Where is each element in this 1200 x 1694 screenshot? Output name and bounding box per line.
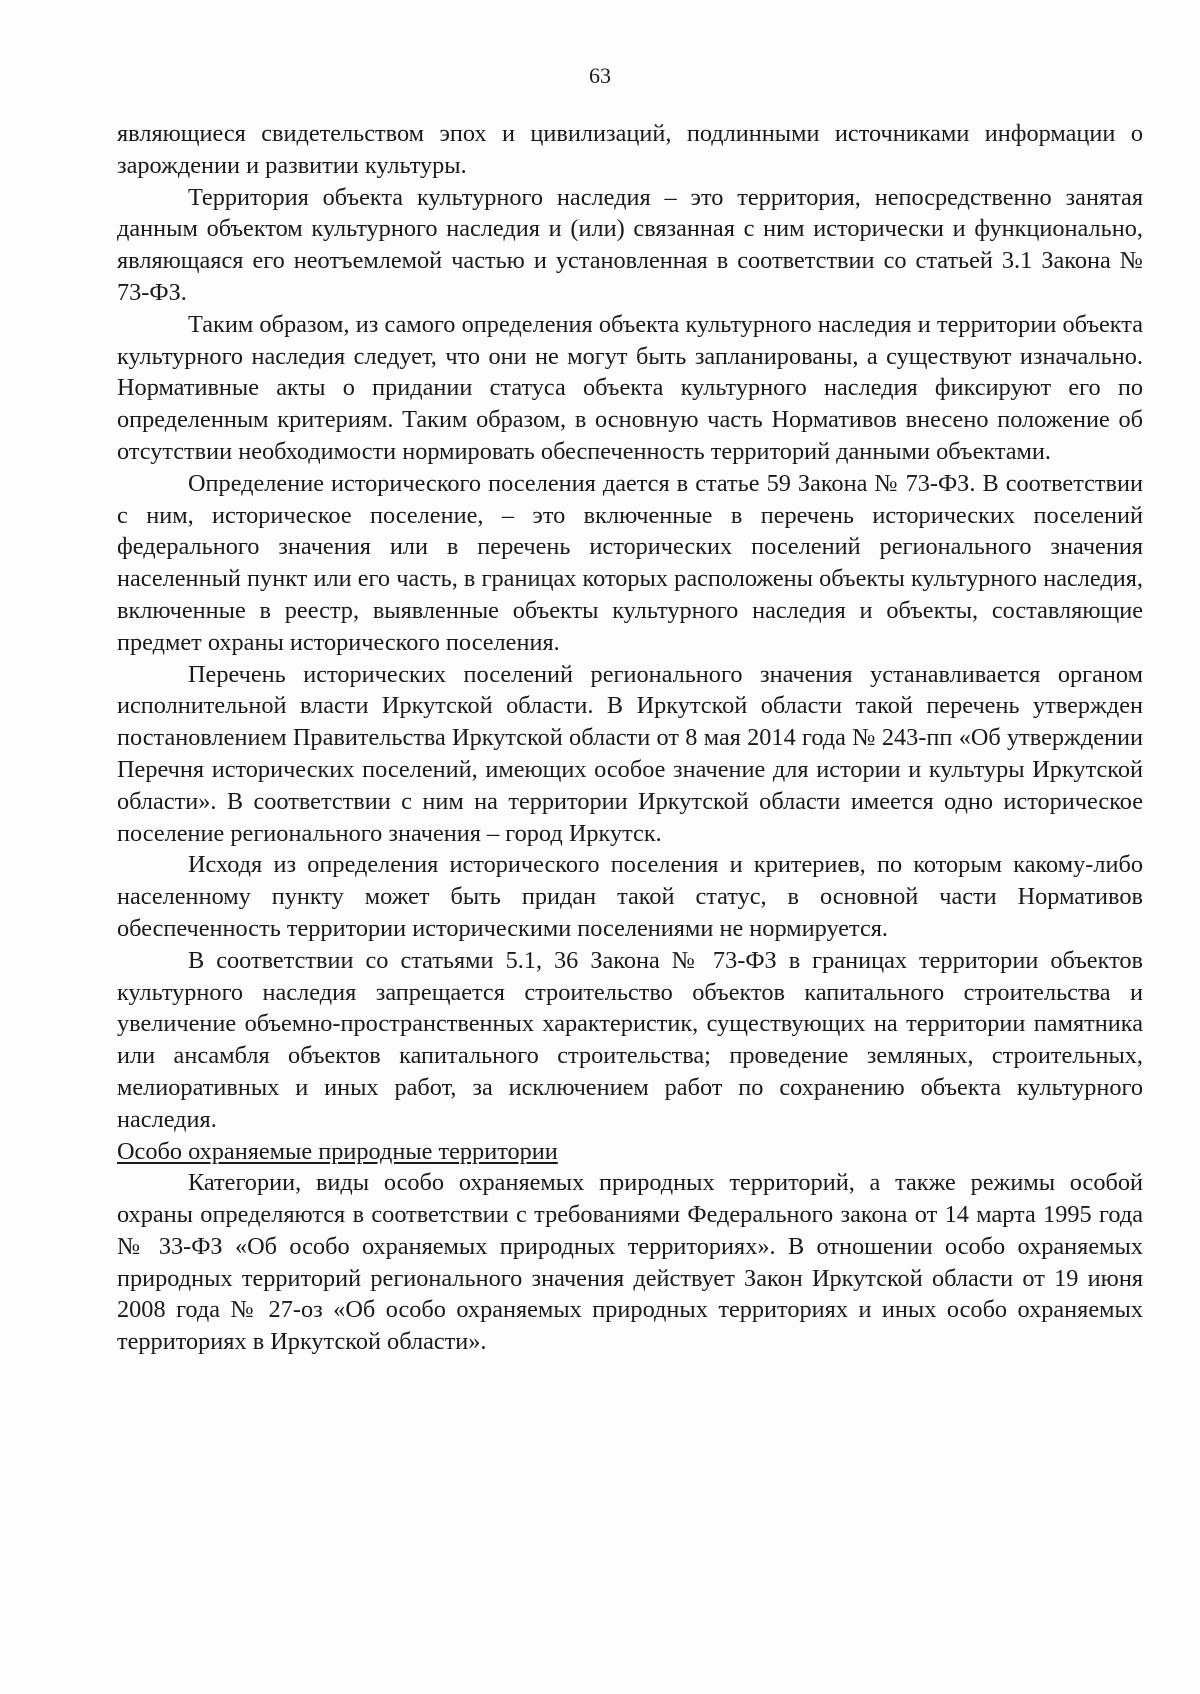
document-body: [117, 118, 1143, 1358]
paragraph-construction-restrictions: В соответствии со статьями 5.1, 36 Закона № 73-ФЗ в границах территории объектов культурного наследия запрещается строительство объектов капитального строительства и увеличение объемно-пространственных характеристик, существующих на территории памятника или ансамбля объектов капитального строительства; проведение земляных, строительных, мелиоративных и иных работ, за исключением работ по сохранению объекта культурного наследия.: [117, 946, 1143, 1133]
paragraph-heritage-territory: Территория объекта культурного наследия – это территория, непосредственно занятая данным объектом культурного наследия и (или) связанная с ним исторически и функционально, являющаяся его неотъемлемой частью и установленная в соответствии со статьей 3.1 Закона № 73-ФЗ.: [117, 183, 1143, 306]
paragraph-historic-settlements-list: Перечень исторических поселений регионального значения устанавливается органом исполнительной власти Иркутской области. В Иркутской области такой перечень утвержден постановлением Правительства Иркутской области от 8 мая 2014 года № 243-пп «Об утверждении Перечня исторических поселений, имеющих особое значение для истории и культуры Иркутской области». В соответствии с ним на территории Иркутской области имеется одно историческое поселение регионального значения – город Иркутск.: [117, 660, 1143, 847]
paragraph-continuation: являющиеся свидетельством эпох и цивилизаций, подлинными источниками информации о зарождении и развитии культуры.: [117, 120, 1143, 179]
page-number: 63: [589, 63, 611, 88]
paragraph-protected-areas: Категории, виды особо охраняемых природных территорий, а также режимы особой охраны определяются в соответствии с требованиями Федерального закона от 14 марта 1995 года № 33-ФЗ «Об особо охраняемых природных территориях». В отношении особо охраняемых природных территорий регионального значения действует Закон Иркутской области от 19 июня 2008 года № 27-оз «Об особо охраняемых природных территориях и иных особо охраняемых территориях в Иркутской области».: [117, 1169, 1143, 1356]
paragraph-historic-settlement-norms: Исходя из определения исторического поселения и критериев, по которым какому-либо населенному пункту может быть придан такой статус, в основной части Нормативов обеспеченность территории историческими поселениями не нормируется.: [117, 851, 1143, 942]
paragraph-historic-settlement-definition: Определение исторического поселения дается в статье 59 Закона № 73-ФЗ. В соответствии с ним, историческое поселение, – это включенные в перечень исторических поселений федерального значения или в перечень исторических поселений регионального значения населенный пункт или его часть, в границах которых расположены объекты культурного наследия, включенные в реестр, выявленные объекты культурного наследия и объекты, составляющие предмет охраны исторического поселения.: [117, 469, 1143, 656]
paragraph-heritage-planning: Таким образом, из самого определения объекта культурного наследия и территории объекта культурного наследия следует, что они не могут быть запланированы, а существуют изначально. Нормативные акты о придании статуса объекта культурного наследия фиксируют его по определенным критериям. Таким образом, в основную часть Нормативов внесено положение об отсутствии необходимости нормировать обеспеченность территорий данными объектами.: [117, 310, 1143, 465]
section-heading: Особо охраняемые природные территории: [117, 1137, 558, 1165]
